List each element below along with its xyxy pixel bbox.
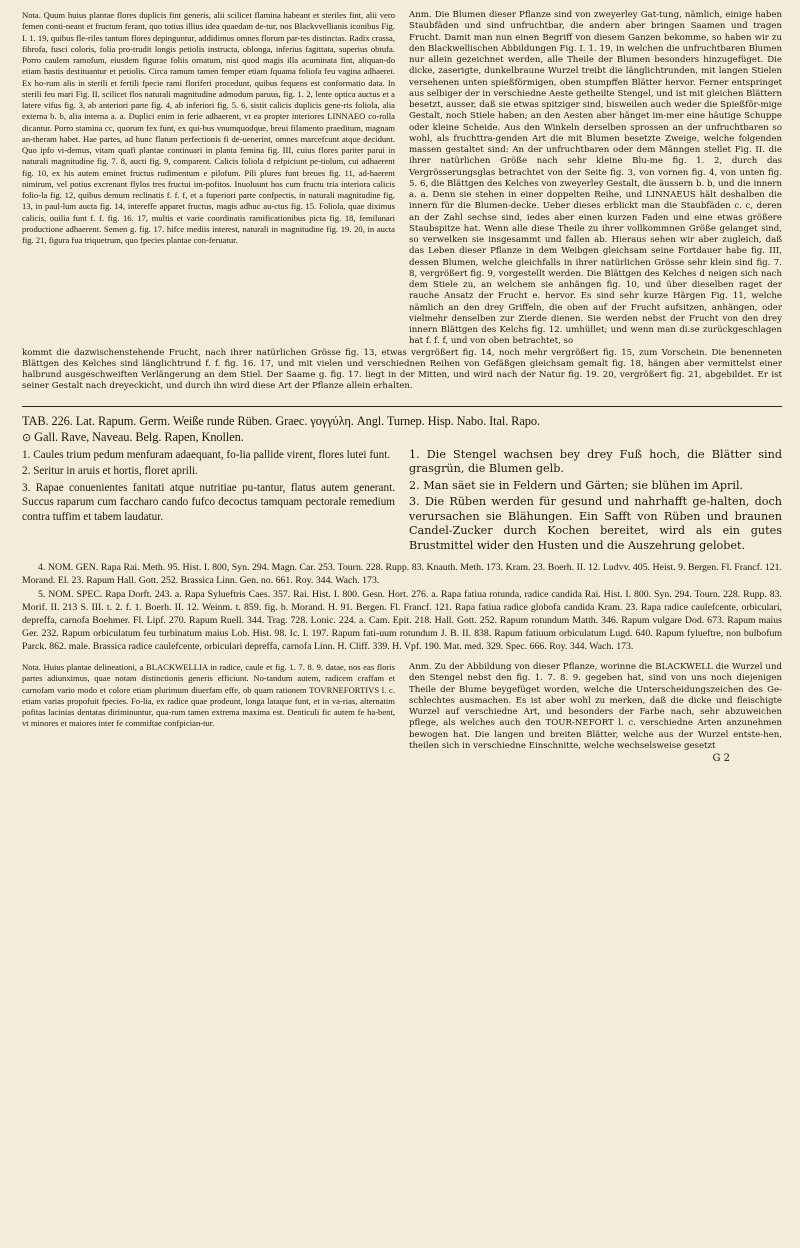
german-note-text: Anm. Die Blumen dieser Pflanze sind von zweyerley Gat-tung, nämlich, einige haben Staubfäden und sind unfruchtbar, die andern aber bringen Saamen und tragen Frucht. Damit man nun einen Begriff von diesem Ganzen bekomme, so haben wir zu den Blackwellischen Abbildungen Fig. I. 1. 19, in welchen die unfruchtbaren Blumen nur allein gezeichnet werden, alle Theile der Blumen besonders hinzugefüget. Die dicke, zaserigte, dunkelbraune Wurzel treibt die länglichtrunden, mit langen Stielen versehenen unten spießförmigen, oben stumpffen Blätter hervor. Ferner entspringet aus selbiger der in verschiedne Aeste getheilte Stengel, und ist mit gleichen Blättern besetzt, ausser, daß sie etwas spitziger sind, bisweilen auch weder die Spießför-mige Gestalt, noch Stiele haben; an den Aesten aber hänget im-mer eine häutige Schuppe oder kleine Scheide. Aus den Winkeln derselben sprossen an der unfruchtbaren so wohl, als fruchttra-genden Art die mit Blumen besetzte Zweige, welche folgenden massen gestaltet sind: An der unfruchtbaren oder dem Männgen stellet Fig. II. die ihrer natürlichen Größe nach sehr kleine Blu-me fig. 1. 2, durch das Vergrösserungsglas betrachtet von der Seite fig. 3, von vornen fig. 4, von unten fig. 5. 6, die Blättgen des Kelches von zweyerley Gestalt, die äussern b. b, und die innern a. a. Denn sie stehen in einer doppelten Reihe, und LINNAEUS hält deshalben die innern für die Blumen-decke. Ueber dieses erblickt man die Staubfäden c. c, deren an der Zahl sechse sind, iedes aber einen kurzen Faden und eine etwas größere Staubspitze hat. Wenn alle diese Theile zu ihrer vollkommnen Größe gelanget sind, so verwelken sie insgesammt und fallen ab. Hieraus sehen wir aber zugleich, daß das Leben dieser Pflanze in dem Weibgen gleichsam seine Fortdauer habe fig. III, dessen Blumen, welche gleichfalls in ihrer natürlichen Grösse sehr klein sind fig. 7. 8, vergrößert fig. 9, vorgestellt werden. Die Blättgen des Kelches d neigen sich nach dem Stiele zu, an welchem sie anhängen fig. 10, und über dieselben raget der rauche Ansatz der Frucht e. hervor. Es sind sehr kurze Härgen Fig. 11, welche nämlich an den drey Griffeln, die oben auf der Frucht aufsitzen, anhängen, oder vielmehr denselben zur Zierde dienen. Sie werden nebst der Frucht von den drey innern Blättgen des Kelchs fig. 12. umhüllet; und wenn man di.se zurückgeschlagen hat f. f. f, und von oben betrachtet, so [409,10,782,347]
annual-symbol-icon: ⊙ [22,430,32,444]
nomen-specificum: 5. NOM. SPEC. Rapa Dorft. 243. a. Rapa Sylueftris Caes. 357. Rai. Hist. I. 800. Gesn. Hort. 276. a. Rapa fatiua rotunda, radice candida Rai. Hist. I. 800. Syn. 294. Tourn. 228. Rupp. 83. Morif. II. 213 S. III. t. 2. f. 1. Boerh. II. 12. Weinm. t. 859. fig. b. Morand. H. 91. Bergen. Fl. Francf. 121. Rapa fatiua radice globofa candida Kram. 23. Rapa radice caulefcente, orbiculari, depreffa, carnofa Boehmer. Fl. Lipf. 270. Rapum Ruell. 344. Trag. 728. Lonic. 224. a. Cam. Epit. 218. Hall. Gott. 252. Rapum rotundum Matth. 346. Rapum vulgare Dod. 673. Rapum maius Ger. 232. Rapum orbiculatum feu turbinatum maius Lob. Hist. 98. Ic. I. 197. Rapum fati-uum rotundum J. B. II. 838. Rapum fatiuum orbiculatum Lugd. 640. Rapum fylueftre, non bulbofum Parck. 862. male. Brassica radice caulefcente, orbiculari depreffa, carnofa Linn. H. Cliff. 339. H. Vpf. 190. Mat. med. 329. Spec. 666. Roy. 344. Wach. 173. [22,589,782,653]
latin-bottom-note: Nota. Huius plantae delineationi, a BLACKWELLIA in radice, caule et fig. 1. 7. 8. 9. datae, nos eas floris partes adiunximus, quae notam distinctionis generis efficiunt. No-tandum autem, radicem craffam et carnofam vario modo et colore etiam plurimum diuerfam effe, ob quam rationem TOVRNEFORTIVS l. c. etiam varias propofuit fpecies. Fo-lia, ex radice quae prodeunt, longa lataque funt, et in va-rias, alternatim pofitas lacinias dentatas diriminuntur, qua-rum tamen extrema maxima est. Denticuli fic autem fe ha-bent, vt minores et maiores inter fe commiftae confpician-tur. [22,662,395,729]
latin-bottom-note-column [22,662,395,764]
plate-label: TAB. 226. [22,413,73,428]
signature-mark: G 2 [712,753,730,764]
german-bottom-note: Anm. Zu der Abbildung von dieser Pflanze, worinne die BLACKWELL die Wurzel und den Stengel nebst den fig. 1. 7. 8. 9. gegeben hat, sind von uns noch diejenigen Theile der Blume beygefüget worden, welche die Unterscheidungszeichen des Ge-schlechtes ausmachen. Es ist aber wohl zu merken, daß die dicke und fleischigte Wurzel auf verschiedne Art, und besonders der Farbe nach, sehr abzuweichen pflege, als welches auch den TOUR-NEFORT l. c. verschiedne Arten anzunehmen bewogen hat. Die langen und breiten Blätter, welche aus der Wurzel entste-hen, theilen sich in verschiedne Einschnitte, welche wechselsweise gesetzt [409,662,782,751]
description-section [22,448,782,554]
latin-note-text: Nota. Quum huius plantae flores duplicis fint generis, alii scilicet flamina habeant et steriles fint, alii vero femen conti-neant et fructum ferant, quo totius illius idea quaedam de-tur, nos Blackvvellianis iconibus Fig. I. 1. 19, quibus fle-riles tantum flores depinguntur, addidimus omnes florum par-tes distinctas. Radix crassa, fibrofa, fusci coloris, folia pro-trudit longis petiolis instructa, oblonga, inferius fagittata, superius obtufa. Porro caulem ramofum, eiusdem figurae foliis ornatum, nisi quod magis illa acuminata fint, aliquan-do etiam hastis destituantur et petiolis. Circa ramum tamen femper etiam fquama foliofa feu vagina adhaeret. Ex ho-rum alis in sterili et fertili fpecie rami floriferi procedunt, quibus fequens est conformatio data. In sterili feu mari Fig. II. scilicet flos naturali magnitudine admodum paruus, fig. 1. 2, lente optica auctus et a latere vifus fig. 3, ab anteriori parte fig. 4, ab inferiori fig. 5. 6, sistit calicis duplicis gene-ris foliola, alia externa b. b, alia interna a. a. Duplici enim in ferie adhaerent, vt ea propter interiores LINNAEO co-rolla dicantur. Porro stamina cc, quorum fex funt, ex qui-bus vnumquodque, breui filamento praeditum, magnam an-theram habet. Hae partes, ad hunc flatum perfectionis fi de-uenerint, omnes marcefcunt atque decidunt. Quo ipfo vi-demus, vitam quafi plantae continuari in planta femina fig. III, cuius flores pariter parui in naturali magnitudine fig. 7. 8, aucti fig. 9, comparent. Calicis foliola d refpiciunt pe-tiolum, cui adhaerent fig. 10, ex his autem eminet fructus rudimentum e pilofum. Pili plures funt breues fig. 11, ad-haerent nimirum, vel potius excrenant flylos tres fructui im-pofitos. Inuoluunt hos cum fructu tria interiora calicis folio-la fig. 12, quibus demum reclinatis f. f. f, et a fuperiori parte confpectis, in naturali magnitudine fig. 13, in paul-lum aucta fig. 14, intereffe apparet fructus, magis adhuc au-ctus fig. 15. Foliola, quae diximus calicis, ouilia funt f. f. fig. 16. 17, multis et varie coordinatis ramificationibus picta fig. 18, femilunari productione adhaerent. Semen g. fig. 17. hifce mediis interest, naturali in magnitudine fig. 19. 20, in aucta fig. 21, figura fua triquetrum, quo fpecies plantae con-feruatur. [22,10,395,245]
top-section [22,10,782,348]
plate-heading-line2 [22,429,782,446]
book-page [22,10,782,1240]
german-note-continuation [22,348,782,393]
nomen-genericum: 4. NOM. GEN. Rapa Rai. Meth. 95. Hist. I. 800, Syn. 294. Magn. Car. 253. Tourn. 228. Rupp. 83. Knauth. Meth. 173. Kram. 23. Boerh. II. 12. Ludvv. 405. Heist. 9. Bergen. Fl. Francf. 121. Morand. El. 23. Rapum Hall. Gott. 252. Brassica Linn. Gen. no. 661. Roy. 344. Wach. 173. [22,561,782,586]
plate-heading [22,413,782,429]
bottom-notes [22,662,782,764]
german-note-column [409,10,782,348]
german-description-1: 1. Die Stengel wachsen bey drey Fuß hoch, die Blätter sind grasgrün, die Blumen gelb. [409,447,782,476]
latin-description-1: 1. Caules trium pedum menfuram adaequant, fo-lia pallide virent, flores lutei funt. [22,448,391,461]
plate-names: Lat. Rapum. Germ. Weiße runde Rüben. Graec. γογγύλη. Angl. Turnep. Hisp. Nabo. Ital. Rapo. [75,413,540,428]
german-description-3: 3. Die Rüben werden für gesund und nahrhafft ge-halten, doch verursachen sie Blähungen. Ein Safft von Rüben und braunen Candel-Zucker durch Kochen bereitet, wird als ein gutes Brustmittel wider den Husten und die Auszehrung gelobet. [409,495,782,553]
german-description-column [409,448,782,554]
nomenclature-section [22,562,782,654]
german-bottom-note-column [409,662,782,764]
german-description-2: 2. Man säet sie in Feldern und Gärten; sie blühen im April. [409,478,744,492]
latin-description-2: 2. Seritur in aruis et hortis, floret aprili. [22,465,198,478]
latin-description-3: 3. Rapae conuenientes fanitati atque nutritiae pu-tantur, flatus autem generant. Succus raparum cum faccharo cando fufco decoctus tamquam pectorale remedium contra tuffim et tabem laudatur. [22,481,395,523]
german-note-continuation-text: kommt die dazwischenstehende Frucht, nach ihrer natürlichen Grösse fig. 13, etwas vergrößert fig. 14, noch mehr vergrößert fig. 15, zum Vorschein. Die benenneten Blättgen des Kelches sind länglichtrund f. f. fig. 16. 17, und mit vielen und verschiednen Reihen von Gefäßgen gleichsam gemalt fig. 18, hängen aber vermittelst einer halbrund ausgeschweiften Verlängerung an dem Stiel. Der Saame g. fig. 17. liegt in der Mitten, und wird nach der Natur fig. 19. 20, vergrößert fig. 21, abgebildet. Er ist seiner Gestalt nach dreyeckicht, und durch ihn wird diese Art der Pflanze allein erhalten. [22,347,782,392]
section-divider [22,406,782,407]
latin-description-column [22,448,395,554]
latin-note-column [22,10,395,348]
plate-vernacular: Gall. Rave, Naveau. Belg. Rapen, Knollen. [34,429,244,444]
